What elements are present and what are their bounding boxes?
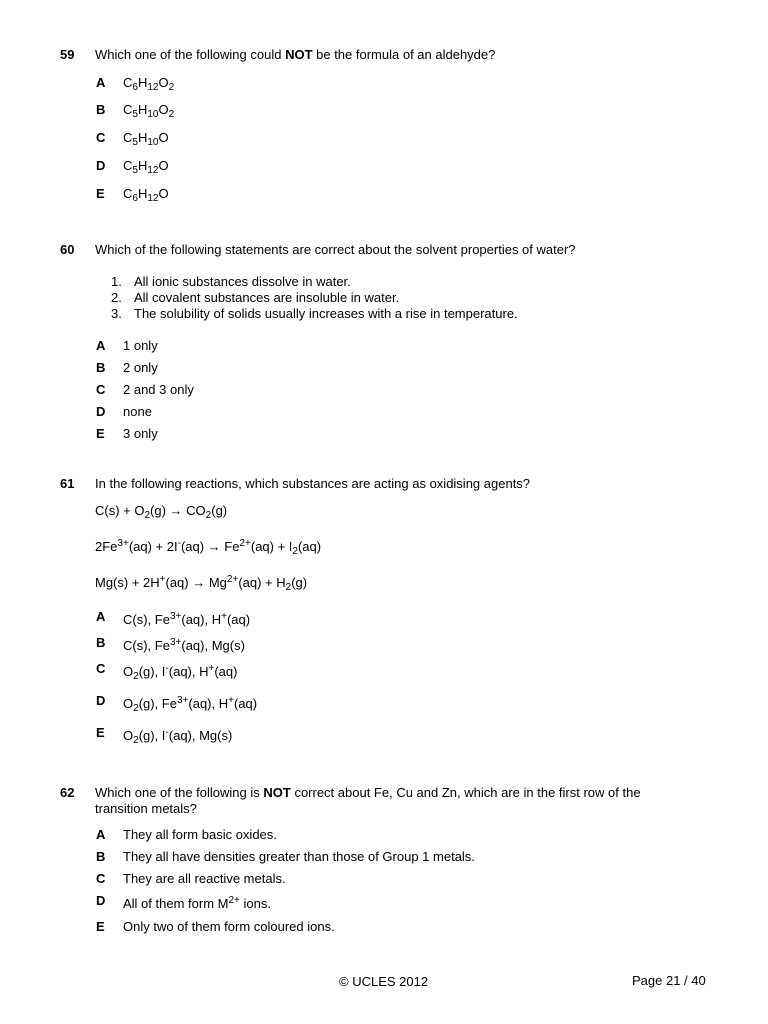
q61-option-letter: A xyxy=(96,609,106,624)
formula-text: They are all reactive metals. xyxy=(123,871,286,886)
formula-superscript: 2+ xyxy=(226,574,239,585)
q62-option-text xyxy=(123,827,277,842)
q60-option-text: 1 only xyxy=(123,338,158,353)
formula-superscript: 3+ xyxy=(176,695,189,706)
formula-subscript: 2 xyxy=(168,82,175,93)
formula-subscript: 2 xyxy=(144,510,151,521)
q60-statement-text: All ionic substances dissolve in water. xyxy=(134,274,351,289)
q59-stem xyxy=(95,47,495,62)
formula-text: C xyxy=(123,158,133,173)
formula-text: C xyxy=(123,102,133,117)
q62-option-text xyxy=(123,849,475,864)
formula-text: (aq) + 2I xyxy=(128,539,178,554)
formula-text: (aq) xyxy=(214,664,238,679)
q60-option-letter: E xyxy=(96,426,105,441)
formula-subscript: 2 xyxy=(285,582,292,593)
q61-option-formula xyxy=(123,663,238,682)
formula-superscript: - xyxy=(165,727,169,738)
formula-text: They all have densities greater than those of Group 1 metals. xyxy=(123,849,475,864)
formula-superscript: 3+ xyxy=(117,538,129,549)
formula-text: C(s), Fe xyxy=(123,638,170,653)
formula-text: O xyxy=(158,75,169,90)
q61-option-formula xyxy=(123,727,233,746)
formula-text: 2Fe xyxy=(95,539,118,554)
formula-text: (g), I xyxy=(138,728,166,743)
formula-subscript: 2 xyxy=(168,109,175,120)
formula-subscript: 6 xyxy=(132,193,138,204)
q59-option-formula xyxy=(123,130,169,148)
formula-subscript: 12 xyxy=(147,82,159,93)
formula-subscript: 2 xyxy=(133,671,139,682)
formula-superscript: + xyxy=(208,663,215,674)
q59-option-formula xyxy=(123,186,169,204)
formula-subscript: 5 xyxy=(132,137,138,148)
formula-text: They all form basic oxides. xyxy=(123,827,277,842)
footer-copyright: © UCLES 2012 xyxy=(339,974,429,989)
q62-option-letter: B xyxy=(96,849,106,864)
q61-reaction xyxy=(95,574,308,593)
formula-text: (aq), H xyxy=(188,696,229,711)
q60-statement-number: 2. xyxy=(111,290,122,305)
formula-superscript: 2+ xyxy=(239,538,251,549)
q60-option-letter: A xyxy=(96,338,106,353)
formula-text: O xyxy=(158,186,169,201)
q60-option-text: none xyxy=(123,404,152,419)
formula-text: H xyxy=(137,130,148,145)
formula-text: C(s), Fe xyxy=(123,612,170,627)
q59-option-letter: B xyxy=(96,102,106,117)
formula-subscript: 2 xyxy=(133,735,139,746)
q62-stem-text-end: correct about Fe, Cu and Zn, which are in the first row of the xyxy=(290,785,641,800)
q59-number: 59 xyxy=(60,47,75,62)
q60-option-text: 2 only xyxy=(123,360,158,375)
formula-text: (g), I xyxy=(138,664,166,679)
q61-option-formula xyxy=(123,612,250,627)
formula-subscript: 2 xyxy=(205,510,212,521)
formula-text: H xyxy=(137,186,148,201)
formula-text: C xyxy=(123,130,133,145)
formula-text: (g) xyxy=(291,575,308,590)
q61-option-formula xyxy=(123,695,258,714)
q59-option-formula xyxy=(123,75,175,93)
q60-option-text: 2 and 3 only xyxy=(123,382,194,397)
formula-subscript: 5 xyxy=(132,109,138,120)
formula-subscript: 6 xyxy=(132,82,138,93)
formula-text: Mg(s) + 2H xyxy=(95,575,160,590)
q61-option-letter: C xyxy=(96,661,106,676)
formula-text: C xyxy=(123,75,133,90)
formula-text: (aq), H xyxy=(181,612,222,627)
formula-subscript: 5 xyxy=(132,165,138,176)
q59-stem-text: Which one of the following could xyxy=(95,47,286,62)
q61-option-letter: E xyxy=(96,725,105,740)
q59-stem-text-end: be the formula of an aldehyde? xyxy=(312,47,496,62)
formula-subscript: 2 xyxy=(292,546,298,557)
formula-text: (aq) xyxy=(297,539,322,554)
q62-option-letter: D xyxy=(96,893,106,908)
q60-stem: Which of the following statements are correct about the solvent properties of water? xyxy=(95,242,576,257)
formula-text: O xyxy=(158,102,169,117)
formula-text: O xyxy=(123,728,134,743)
q59-option-letter: E xyxy=(96,186,105,201)
formula-superscript: + xyxy=(228,695,234,706)
q60-statement-number: 3. xyxy=(111,306,122,321)
q62-option-text xyxy=(123,871,286,886)
q60-number: 60 xyxy=(60,242,75,257)
formula-text: (g) xyxy=(211,503,228,518)
formula-text: C(s) + O xyxy=(95,503,145,518)
q60-option-letter: C xyxy=(96,382,106,397)
q60-statement-number: 1. xyxy=(111,274,122,289)
q62-option-text xyxy=(123,919,335,934)
q62-number: 62 xyxy=(60,785,75,800)
formula-subscript: 2 xyxy=(133,703,139,714)
q59-option-letter: C xyxy=(96,130,106,145)
formula-subscript: 10 xyxy=(147,109,159,120)
q59-option-letter: D xyxy=(96,158,106,173)
formula-text: H xyxy=(137,102,148,117)
formula-superscript: 3+ xyxy=(169,611,182,622)
formula-superscript: - xyxy=(165,663,169,674)
formula-text: O xyxy=(158,158,169,173)
formula-text: (aq) + I xyxy=(250,539,293,554)
formula-text: (aq), Mg(s) xyxy=(181,638,245,653)
formula-superscript: 2+ xyxy=(228,895,240,906)
q61-option-letter: B xyxy=(96,635,106,650)
formula-text: (aq) xyxy=(233,696,258,711)
q62-stem-emphasis: NOT xyxy=(263,785,291,800)
q62-option-letter: C xyxy=(96,871,106,886)
formula-superscript: 3+ xyxy=(169,637,182,648)
q60-option-letter: B xyxy=(96,360,106,375)
q62-option-letter: E xyxy=(96,919,105,934)
formula-text: H xyxy=(137,75,148,90)
formula-text: O xyxy=(158,130,169,145)
q61-stem: In the following reactions, which substances are acting as oxidising agents? xyxy=(95,476,531,491)
formula-text: O xyxy=(123,696,134,711)
formula-text: Only two of them form coloured ions. xyxy=(123,919,335,934)
q61-reaction xyxy=(95,503,228,521)
q59-option-formula xyxy=(123,158,169,176)
formula-superscript: - xyxy=(177,538,181,549)
q61-number: 61 xyxy=(60,476,75,491)
formula-text: (aq) → Fe xyxy=(180,539,240,554)
formula-text: (aq) xyxy=(226,612,251,627)
formula-text: All of them form M xyxy=(123,896,229,911)
q59-option-letter: A xyxy=(96,75,106,90)
formula-text: (aq) + H xyxy=(238,575,286,590)
q60-option-text: 3 only xyxy=(123,426,158,441)
q62-option-letter: A xyxy=(96,827,106,842)
formula-text: H xyxy=(137,158,148,173)
formula-text: (aq), H xyxy=(168,664,209,679)
q62-stem-text: Which one of the following is xyxy=(95,785,264,800)
q62-stem-line2: transition metals? xyxy=(95,801,197,816)
q60-statement-text: The solubility of solids usually increases with a rise in temperature. xyxy=(134,306,518,321)
footer-page-number: Page 21 / 40 xyxy=(632,973,706,988)
formula-text: (aq), Mg(s) xyxy=(168,728,233,743)
q62-stem xyxy=(95,785,641,800)
formula-text: (g), Fe xyxy=(138,696,177,711)
q61-option-formula xyxy=(123,638,245,653)
formula-text: C xyxy=(123,186,133,201)
formula-subscript: 12 xyxy=(147,165,159,176)
q60-statement-text: All covalent substances are insoluble in water. xyxy=(134,290,400,305)
formula-superscript: + xyxy=(159,574,166,585)
formula-subscript: 12 xyxy=(147,193,159,204)
formula-text: (g) → CO xyxy=(150,503,206,518)
q60-option-letter: D xyxy=(96,404,106,419)
q61-option-letter: D xyxy=(96,693,106,708)
q59-option-formula xyxy=(123,102,175,120)
formula-superscript: + xyxy=(221,611,227,622)
formula-subscript: 10 xyxy=(147,137,159,148)
formula-text: (aq) → Mg xyxy=(165,575,227,590)
q62-option-text xyxy=(123,896,271,911)
formula-text: ions. xyxy=(239,896,271,911)
q61-reaction xyxy=(95,538,322,557)
q59-stem-emphasis: NOT xyxy=(285,47,313,62)
formula-text: O xyxy=(123,664,134,679)
